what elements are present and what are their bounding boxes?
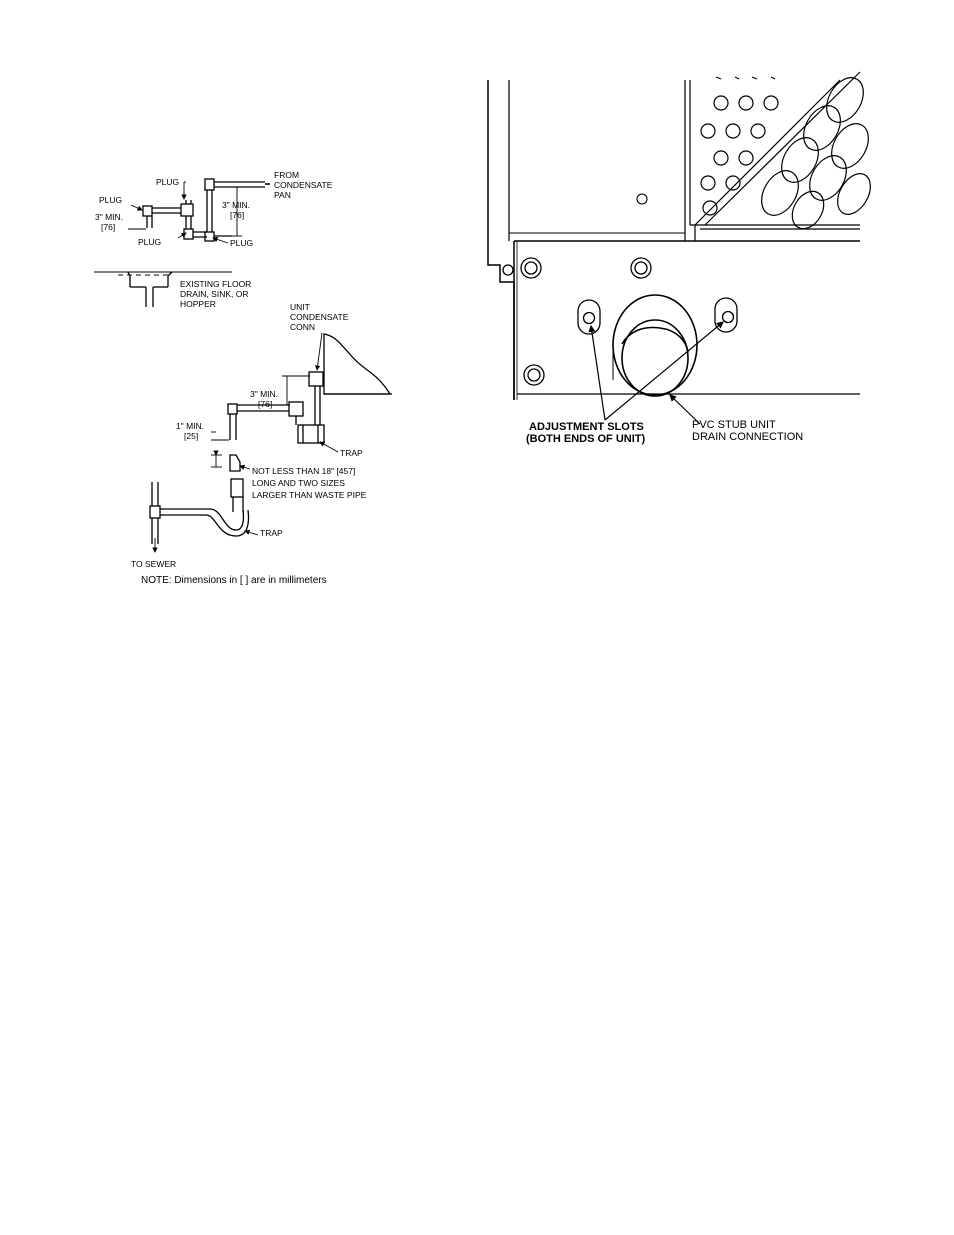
label-1min: 1" MIN. [176,421,205,431]
label-floor-drain-1: EXISTING FLOOR [180,279,252,289]
label-trap-upper: TRAP [340,448,363,458]
panel-screw [637,194,647,204]
unit-drain-labels [526,419,803,445]
label-plug-bottom-left: PLUG [138,237,162,247]
pvc-stub-drain [613,295,697,396]
label-3min-left: 3" MIN. [95,212,124,222]
unit-drain-connection-drawing [488,71,877,424]
label-unit-conn-3: CONN [290,322,316,332]
label-pvc-stub: PVC STUB UNIT [692,419,776,431]
adjustment-slot-left [578,300,600,334]
label-76-left: [76] [101,222,116,232]
label-76-mid: [76] [258,399,273,409]
label-3min-top: 3" MIN. [222,200,251,210]
label-plug-top: PLUG [156,177,180,187]
mounting-bolts [503,258,651,385]
label-adjustment-slots: ADJUSTMENT SLOTS [529,421,644,433]
label-floor-drain-3: HOPPER [180,299,216,309]
label-not-less-1: NOT LESS THAN 18" [457] [252,466,356,476]
upper-piping-assembly [128,179,270,243]
label-3min-mid: 3" MIN. [250,389,279,399]
dimensions-note: NOTE: Dimensions in [ ] are in millimeters [141,575,327,586]
label-from-pan-3: PAN [274,190,291,200]
label-76-top: [76] [230,210,245,220]
label-plug-bottom-right: PLUG [230,238,254,248]
label-25: [25] [184,431,199,441]
label-from-pan-1: FROM [274,170,300,180]
unit-condensate-connection [211,333,392,452]
label-not-less-2: LONG AND TWO SIZES [252,478,345,488]
label-from-pan-2: CONDENSATE [274,180,333,190]
label-drain-connection: DRAIN CONNECTION [692,431,804,443]
label-plug-left: PLUG [99,195,123,205]
label-to-sewer: TO SEWER [131,559,177,569]
label-both-ends: (BOTH ENDS OF UNIT) [526,433,646,445]
label-not-less-3: LARGER THAN WASTE PIPE [252,490,367,500]
lower-p-trap [150,479,258,552]
riser-segment [211,455,250,471]
label-trap-lower: TRAP [260,528,283,538]
coil-perforated-panel [690,71,877,241]
unit-cabinet-edge [488,80,514,400]
label-unit-conn-2: CONDENSATE [290,312,349,322]
label-floor-drain-2: DRAIN, SINK, OR [180,289,249,299]
adjustment-slot-right [715,298,737,332]
label-unit-conn-1: UNIT [290,302,310,312]
